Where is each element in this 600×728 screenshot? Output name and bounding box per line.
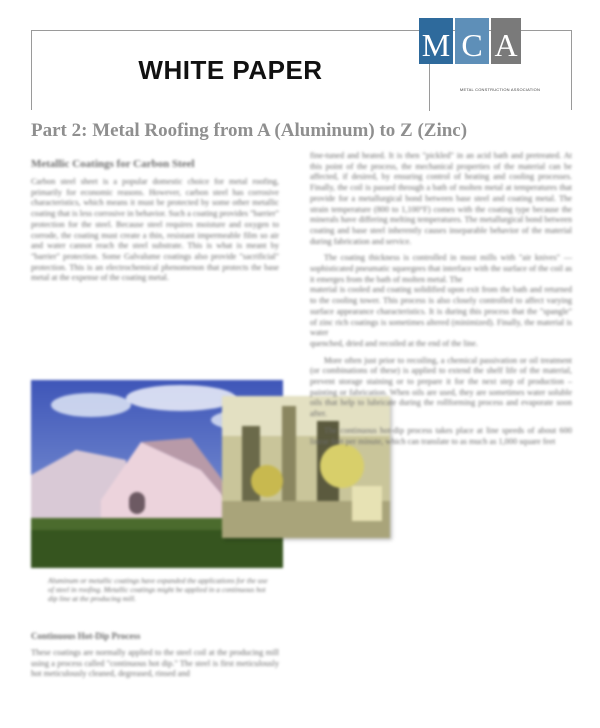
mca-logo [415, 16, 525, 66]
photo-caption: Aluminum or metallic coatings have expanded the applications for the use of steel in roofing. Metallic coatings might be applied in a continuous hot dip line at the producing mill. [48, 576, 268, 604]
body-paragraph: The continuous hot-dip process takes place at line speeds of about 600 linear feet per minute, which can translate to as much as 1,000 square feet [310, 425, 572, 446]
logo-letter-c: C [461, 27, 483, 63]
left-column-top [31, 158, 279, 290]
subsection-heading: Continuous Hot-Dip Process [31, 631, 141, 641]
logo-org-name: METAL CONSTRUCTION ASSOCIATION [459, 87, 541, 92]
part-title: Part 2: Metal Roofing from A (Aluminum) to Z (Zinc) [31, 120, 468, 141]
section-heading: Metallic Coatings for Carbon Steel [31, 158, 195, 170]
logo-letter-m: M [421, 27, 451, 63]
left-column-bottom [31, 623, 279, 686]
logo-letter-a: A [494, 27, 518, 63]
body-paragraph: These coatings are normally applied to the steel coil at the producing mill using a process called "continuous hot dip." The steel is first meticulously hot meticulously cleaned, degreased, rinsed and [31, 648, 279, 679]
body-paragraph: quenched, dried and recoiled at the end of the line. [310, 338, 478, 348]
document-type-title: WHITE PAPER [138, 55, 323, 85]
body-paragraph: material is cooled and coating solidified upon exit from the bath and returned to the cooling tower. This process is also closely controlled to affect varying surface appearance characteristics. It is during this process that the "spangle" of zinc rich coatings is sometimes altered (minimized). Finally, the material is water [310, 285, 572, 338]
body-paragraph: The coating thickness is controlled in most mills with "air knives" — sophisticated pneumatic squeegees that interface with the surface of the coil as it emerges from the bath of molten metal. The [310, 253, 572, 284]
body-paragraph: Carbon steel sheet is a popular domestic choice for metal roofing, primarily for economic reasons. However, carbon steel has corrosive characteristics, which means it must be protected by some other metallic coating that is less corrosive in behavior. Such a coating provides "barrier" protection for the steel. Because steel requires moisture and oxygen to corrode, the coating must create a thin, resistant impermeable film so air and water cannot reach the steel substrate. This is what is meant by "barrier" protection. Some Galvalume coatings also provide "sacrificial" protection. This is an electrochemical phenomenon that protects the base metal at the expense of the coating metal. [31, 177, 279, 283]
right-column [310, 151, 572, 453]
body-paragraph: More often just prior to recoiling, a chemical passivation or oil treatment (or combinations of these) is applied to extend the shelf life of the material, prevent storage staining or to prepare it for the next step of production – painting or fabrication. When oils are used, they are sometimes water soluble oils that help to lubricate during the rollforming process and evaporate soon after. [310, 355, 572, 419]
body-paragraph: fine-tuned and heated. It is then "pickled" in an acid bath and pretreated. At this point of the process, the mechanical properties of the material can be affected, if desired, by ensuring control of heating and cooling processes. Finally, the coil is passed through a bath of molten metal at temperatures that provide for a metallurgical bond between base steel and coating metal. The strain temperature (800 to 1,100°F) comes with the coating type because the minerals have differing melting temperatures. The metallurgical bond between coating and base steel inherently causes inseparable behavior of the material during fabrication and service. [310, 151, 572, 246]
